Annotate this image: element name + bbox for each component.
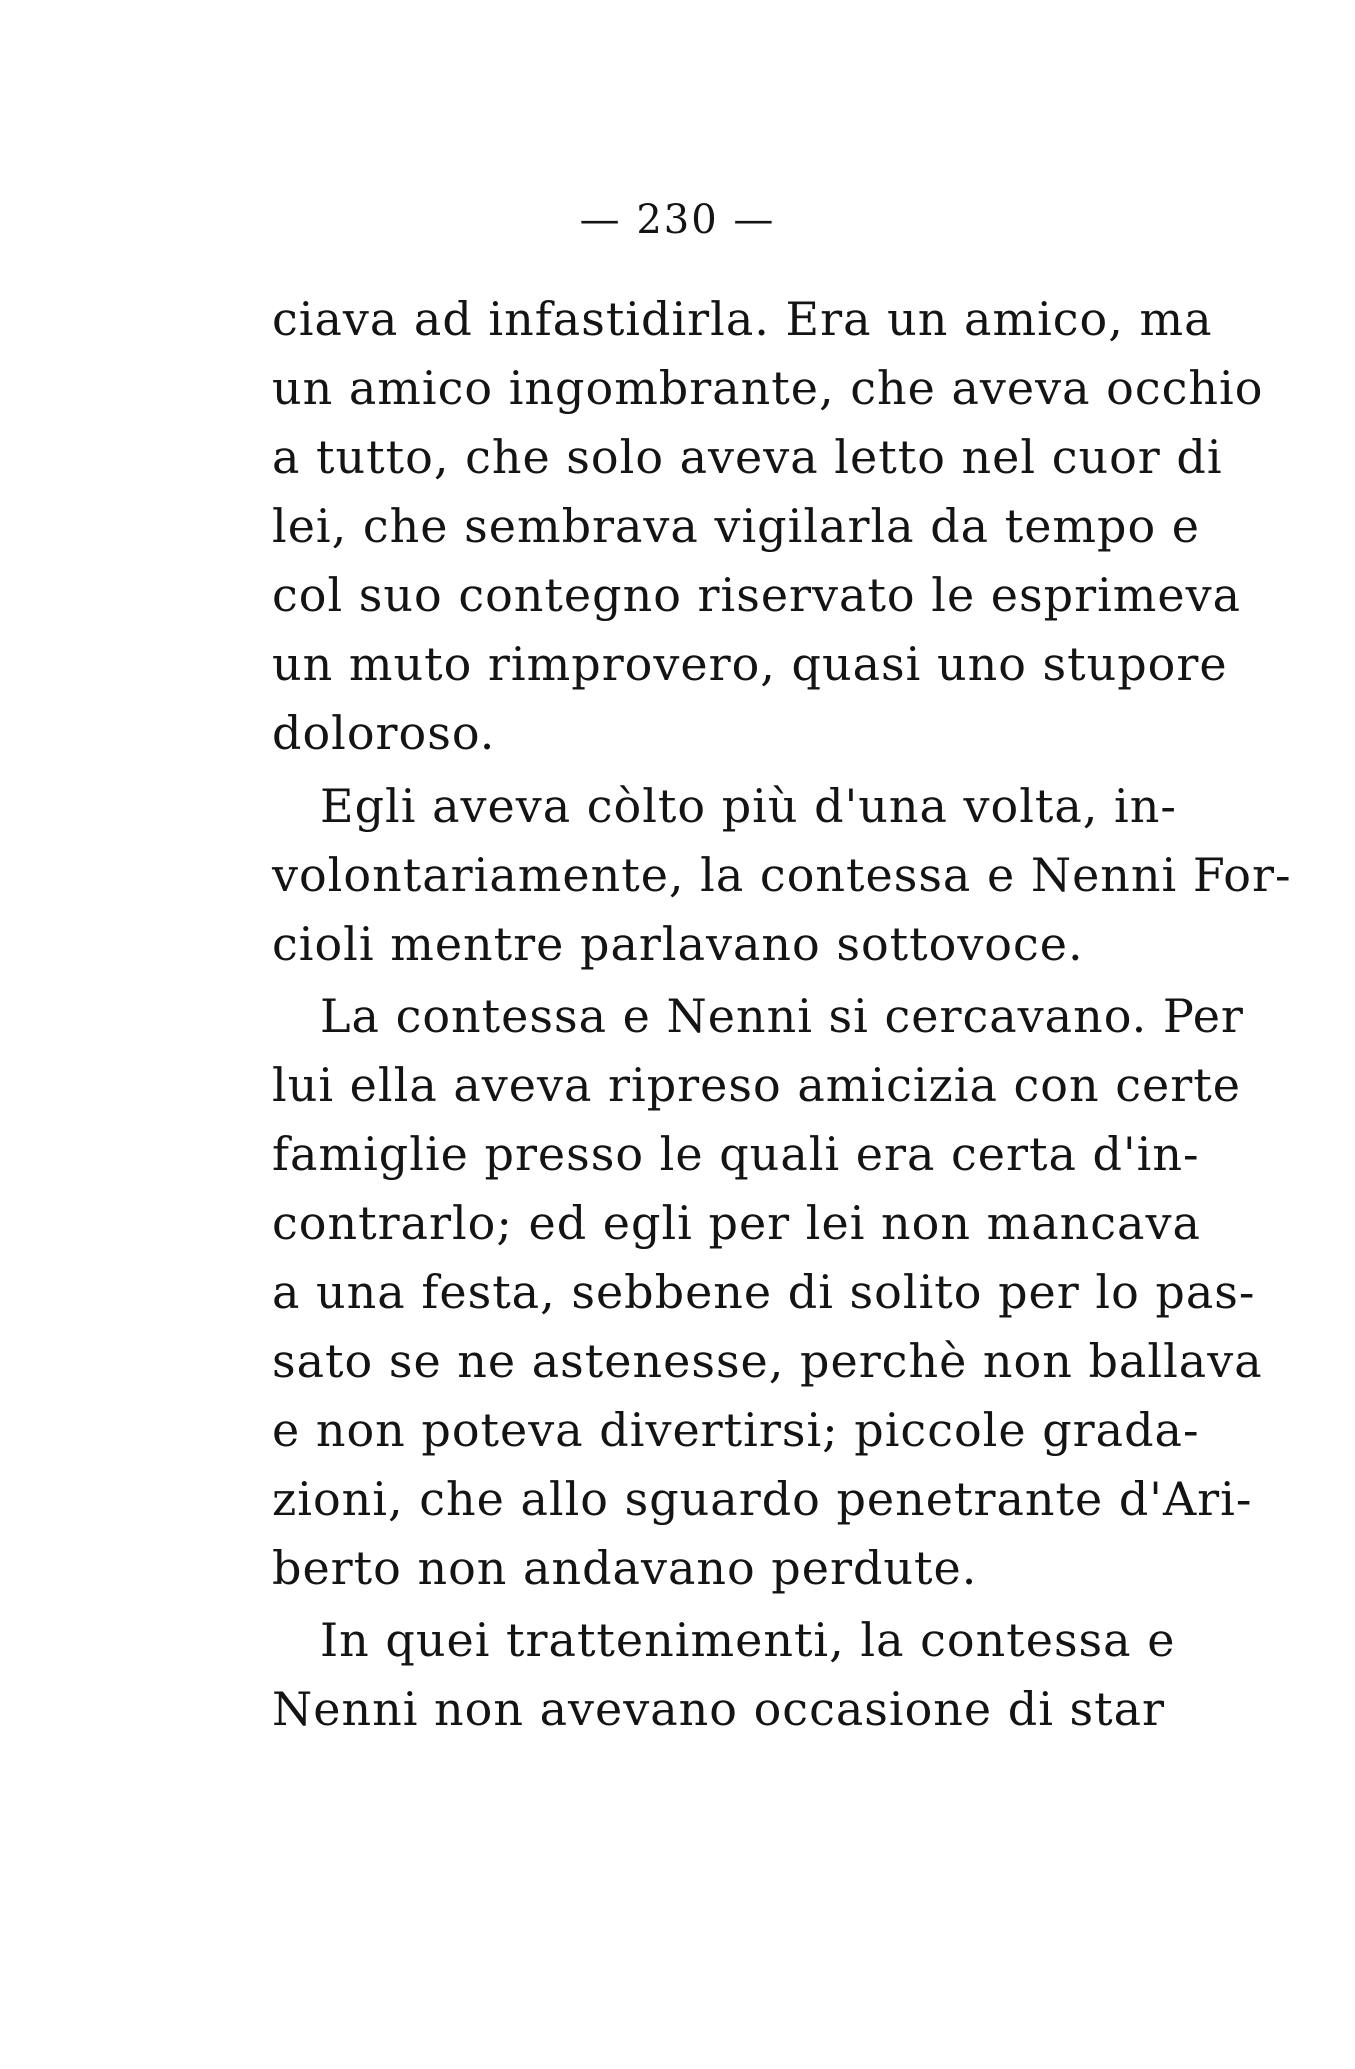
- text-line: In quei trattenimenti, la contessa e: [320, 1613, 1176, 1667]
- text-line: col suo contegno riservato le esprimeva: [272, 568, 1242, 622]
- text-line: doloroso.: [272, 706, 496, 760]
- text-line: a una festa, sebbene di solito per lo pas-: [272, 1265, 1256, 1319]
- text-line: e non poteva divertirsi; piccole grada-: [272, 1403, 1200, 1457]
- text-line: La contessa e Nenni si cercavano. Per: [320, 989, 1244, 1043]
- text-line: un amico ingombrante, che aveva occhio: [272, 361, 1264, 415]
- text-line: cioli mentre parlavano sottovoce.: [272, 917, 1084, 971]
- text-line: contrarlo; ed egli per lei non mancava: [272, 1196, 1201, 1250]
- text-line: Egli aveva còlto più d'una volta, in-: [320, 779, 1177, 833]
- text-line: lei, che sembrava vigilarla da tempo e: [272, 499, 1201, 553]
- text-line: berto non andavano perdute.: [272, 1541, 978, 1595]
- text-line: Nenni non avevano occasione di star: [272, 1682, 1166, 1736]
- text-line: zioni, che allo sguardo penetrante d'Ari-: [272, 1472, 1253, 1526]
- text-line: a tutto, che solo aveva letto nel cuor di: [272, 430, 1223, 484]
- text-line: ciava ad infastidirla. Era un amico, ma: [272, 292, 1213, 346]
- text-line: un muto rimprovero, quasi uno stupore: [272, 637, 1228, 691]
- text-line: famiglie presso le quali era certa d'in-: [272, 1127, 1200, 1181]
- text-line: lui ella aveva ripreso amicizia con certe: [272, 1058, 1241, 1112]
- page-number: — 230 —: [579, 197, 776, 243]
- text-line: volontariamente, la contessa e Nenni For-: [272, 848, 1292, 902]
- text-line: sato se ne astenesse, perchè non ballava: [272, 1334, 1263, 1388]
